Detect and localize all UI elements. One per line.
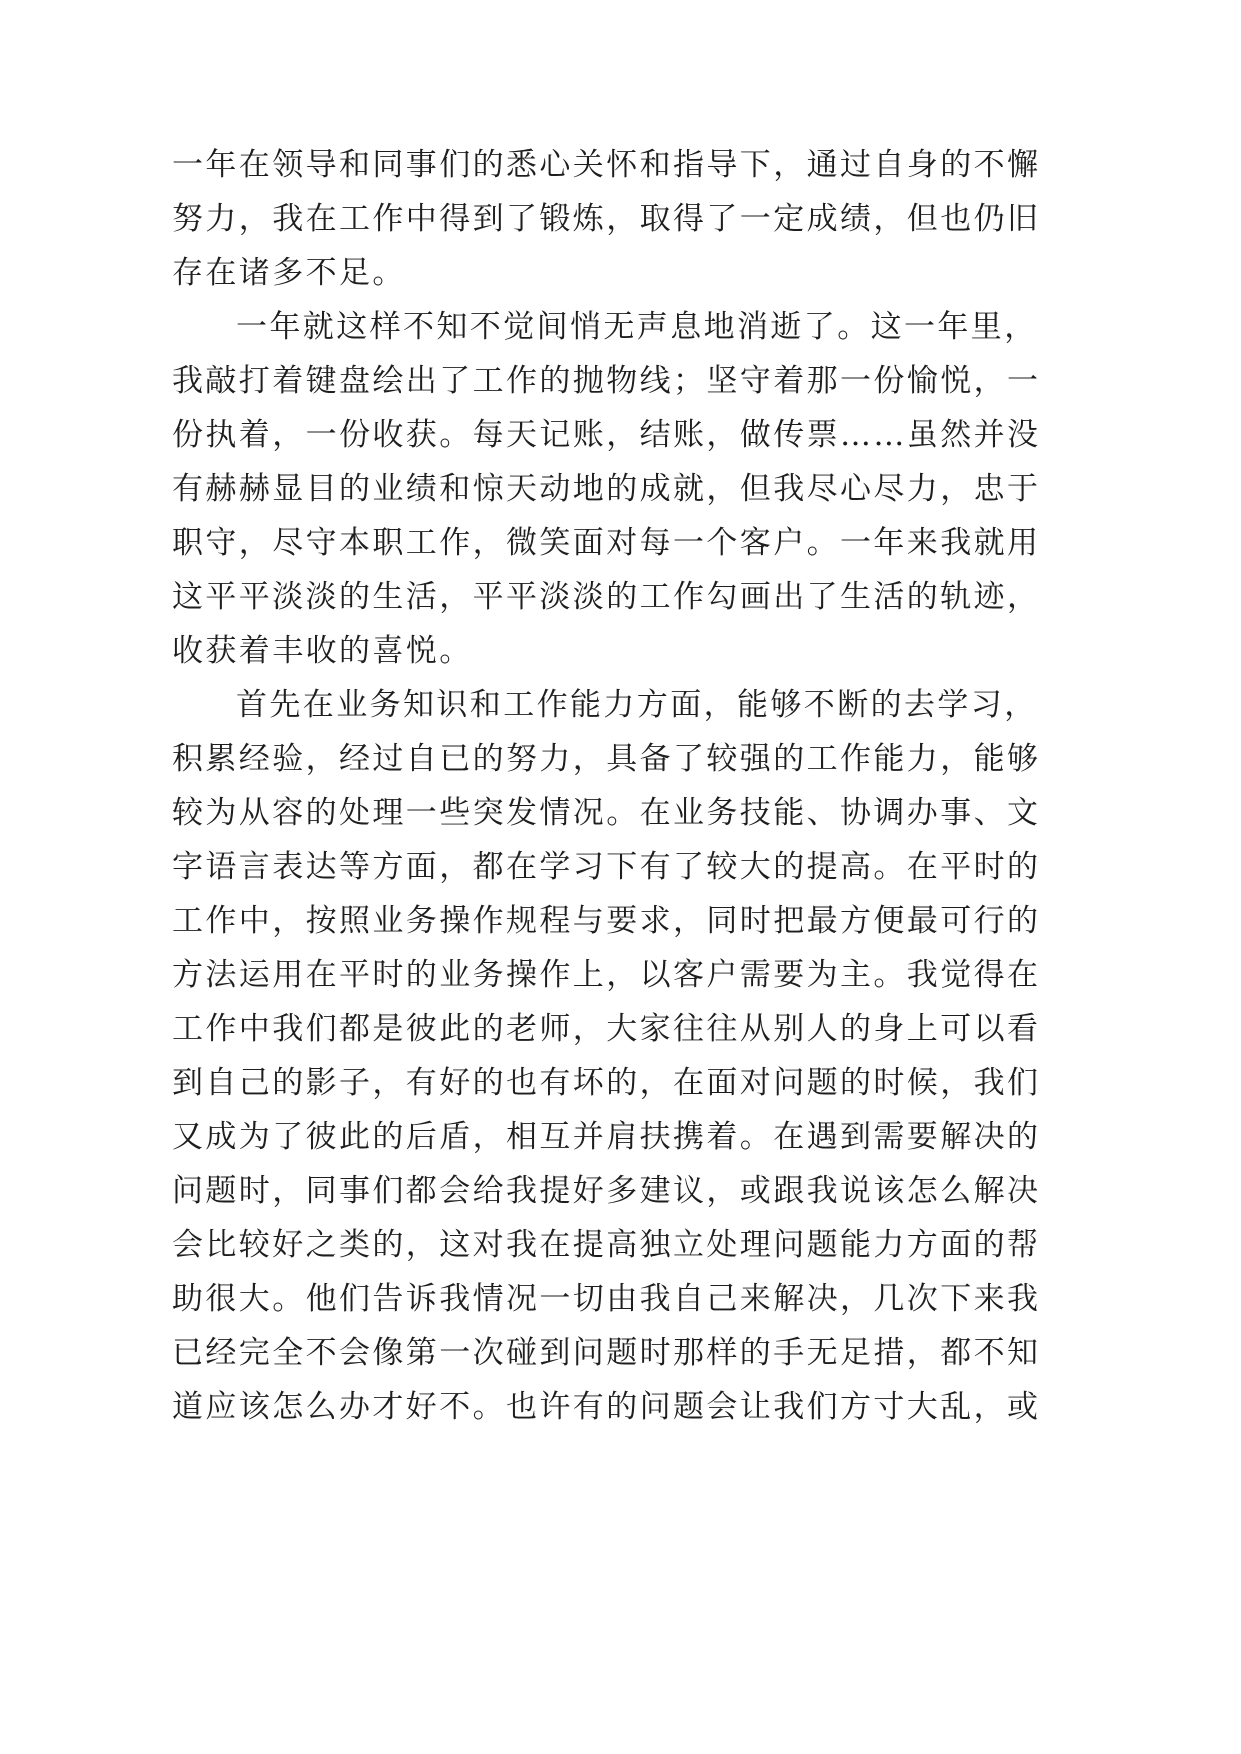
paragraph-3-line-12: 助很大。他们告诉我情况一切由我自己来解决，几次下来我 xyxy=(172,1281,1041,1317)
document-body xyxy=(172,138,1041,1434)
paragraph-2-line-2: 我敲打着键盘绘出了工作的抛物线；坚守着那一份愉悦，一 xyxy=(172,363,1041,399)
paragraph-2-line-7: 收获着丰收的喜悦。 xyxy=(172,633,473,669)
paragraph-3-line-13: 已经完全不会像第一次碰到问题时那样的手无足措，都不知 xyxy=(172,1335,1041,1371)
paragraph-2-line-3: 份执着，一份收获。每天记账，结账，做传票……虽然并没 xyxy=(172,417,1041,453)
paragraph-2-line-1: 一年就这样不知不觉间悄无声息地消逝了。这一年里， xyxy=(236,309,1038,345)
paragraph-3-line-1: 首先在业务知识和工作能力方面，能够不断的去学习， xyxy=(236,687,1038,723)
paragraph-2-line-4: 有赫赫显目的业绩和惊天动地的成就，但我尽心尽力，忠于 xyxy=(172,471,1041,507)
paragraph-3-line-10: 问题时，同事们都会给我提好多建议，或跟我说该怎么解决 xyxy=(172,1173,1041,1209)
paragraph-1-line-2: 努力，我在工作中得到了锻炼，取得了一定成绩，但也仍旧 xyxy=(172,201,1041,237)
paragraph-1-line-3: 存在诸多不足。 xyxy=(172,255,406,291)
paragraph-1-line-1: 一年在领导和同事们的悉心关怀和指导下，通过自身的不懈 xyxy=(172,147,1041,183)
paragraph-2-line-6: 这平平淡淡的生活，平平淡淡的工作勾画出了生活的轨迹， xyxy=(172,579,1041,615)
paragraph-3-line-7: 工作中我们都是彼此的老师，大家往往从别人的身上可以看 xyxy=(172,1011,1041,1047)
paragraph-2-line-5: 职守，尽守本职工作，微笑面对每一个客户。一年来我就用 xyxy=(172,525,1041,561)
paragraph-3-line-8: 到自己的影子，有好的也有坏的，在面对问题的时候，我们 xyxy=(172,1065,1041,1101)
paragraph-3-line-5: 工作中，按照业务操作规程与要求，同时把最方便最可行的 xyxy=(172,903,1041,939)
paragraph-3-line-2: 积累经验，经过自已的努力，具备了较强的工作能力，能够 xyxy=(172,741,1041,777)
paragraph-3-line-11: 会比较好之类的，这对我在提高独立处理问题能力方面的帮 xyxy=(172,1227,1041,1263)
paragraph-3-line-4: 字语言表达等方面，都在学习下有了较大的提高。在平时的 xyxy=(172,849,1041,885)
paragraph-3-line-14: 道应该怎么办才好不。也许有的问题会让我们方寸大乱，或 xyxy=(172,1389,1041,1425)
paragraph-3-line-6: 方法运用在平时的业务操作上，以客户需要为主。我觉得在 xyxy=(172,957,1041,993)
paragraph-3-line-9: 又成为了彼此的后盾，相互并肩扶携着。在遇到需要解决的 xyxy=(172,1119,1041,1155)
paragraph-3-line-3: 较为从容的处理一些突发情况。在业务技能、协调办事、文 xyxy=(172,795,1041,831)
